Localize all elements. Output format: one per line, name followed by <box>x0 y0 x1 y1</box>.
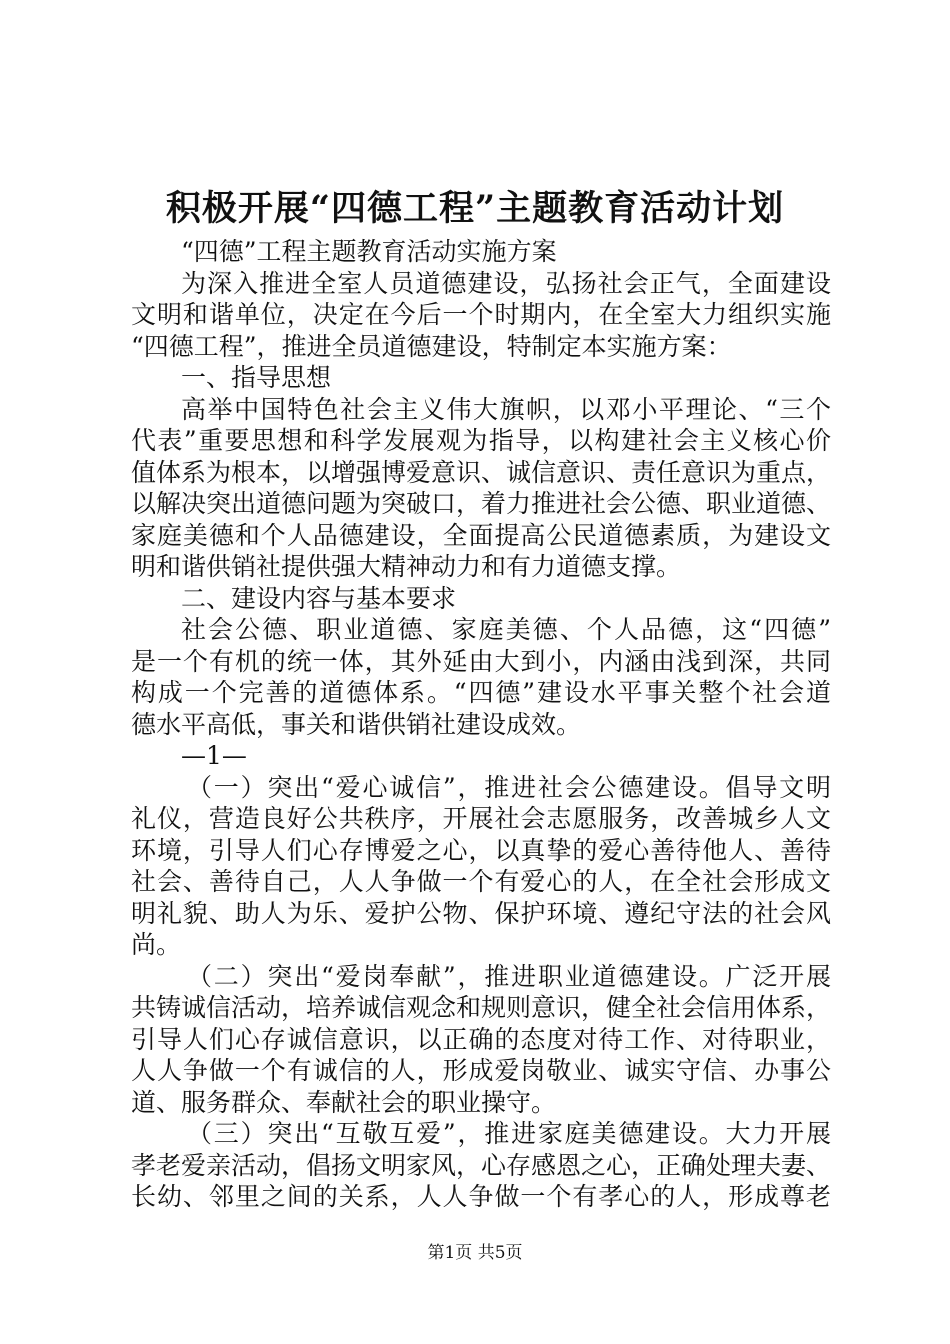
text-line: 是一个有机的统一体，其外延由大到小，内涵由浅到深，共同 <box>131 646 831 676</box>
text-line: 尚。 <box>131 930 182 959</box>
page-footer: 第1页 共5页 <box>427 1243 523 1263</box>
text-line: （二）突出“爱岗奉献”，推进职业道德建设。广泛开展 <box>187 961 831 991</box>
text-line: 一、指导思想 <box>181 363 332 392</box>
text-line: 孝老爱亲活动，倡扬文明家风，心存感恩之心，正确处理夫妻、 <box>131 1150 832 1180</box>
text-line: （三）突出“互敬互爱”，推进家庭美德建设。大力开展 <box>187 1119 831 1148</box>
text-line: （一）突出“爱心诚信”，推进社会公德建设。倡导文明 <box>187 772 831 802</box>
text-line: 社会公德、职业道德、家庭美德、个人品德，这“四德” <box>181 615 831 644</box>
text-line: 以解决突出道德问题为突破口，着力推进社会公德、职业道德、 <box>131 489 832 518</box>
text-line: “四德工程”，推进全员道德建设，特制定本实施方案： <box>131 331 732 361</box>
text-line: 德水平高低，事关和谐供销社建设成效。 <box>131 709 582 739</box>
text-line: 社会、善待自己，人人争做一个有爱心的人，在全社会形成文 <box>131 867 831 896</box>
document-body <box>131 236 831 1213</box>
text-line: 代表”重要思想和科学发展观为指导，以构建社会主义核心价 <box>131 426 831 455</box>
text-line: 人人争做一个有诚信的人，形成爱岗敬业、诚实守信、办事公 <box>131 1056 831 1085</box>
text-line: 共铸诚信活动，培养诚信观念和规则意识，健全社会信用体系， <box>131 993 832 1022</box>
text-line: 二、建设内容与基本要求 <box>181 583 457 613</box>
text-line: 文明和谐单位，决定在今后一个时期内，在全室大力组织实施 <box>131 300 831 329</box>
text-line: 礼仪，营造良好公共秩序，开展社会志愿服务，改善城乡人文 <box>131 804 831 833</box>
text-line: 引导人们心存诚信意识，以正确的态度对待工作、对待职业， <box>131 1024 831 1054</box>
text-line: 环境，引导人们心存博爱之心，以真挚的爱心善待他人、善待 <box>131 835 831 865</box>
text-line: 明礼貌、助人为乐、爱护公物、保护环境、遵纪守法的社会风 <box>131 898 831 928</box>
text-line: 家庭美德和个人品德建设，全面提高公民道德素质，为建设文 <box>131 520 831 550</box>
text-line: 值体系为根本，以增强博爱意识、诚信意识、责任意识为重点， <box>131 457 832 487</box>
text-line: 道、服务群众、奉献社会的职业操守。 <box>131 1087 557 1117</box>
text-line: 长幼、邻里之间的关系，人人争做一个有孝心的人，形成尊老 <box>131 1182 831 1211</box>
text-line: 为深入推进全室人员道德建设，弘扬社会正气，全面建设 <box>181 268 831 298</box>
text-line: “四德”工程主题教育活动实施方案 <box>181 237 557 266</box>
inline-page-number: —1— <box>181 741 247 770</box>
text-line: 高举中国特色社会主义伟大旗帜，以邓小平理论、“三个 <box>181 394 831 424</box>
document-title: 积极开展“四德工程”主题教育活动计划 <box>165 188 785 229</box>
text-line: 构成一个完善的道德体系。“四德”建设水平事关整个社会道 <box>131 678 831 707</box>
text-line: 明和谐供销社提供强大精神动力和有力道德支撑。 <box>131 552 682 581</box>
